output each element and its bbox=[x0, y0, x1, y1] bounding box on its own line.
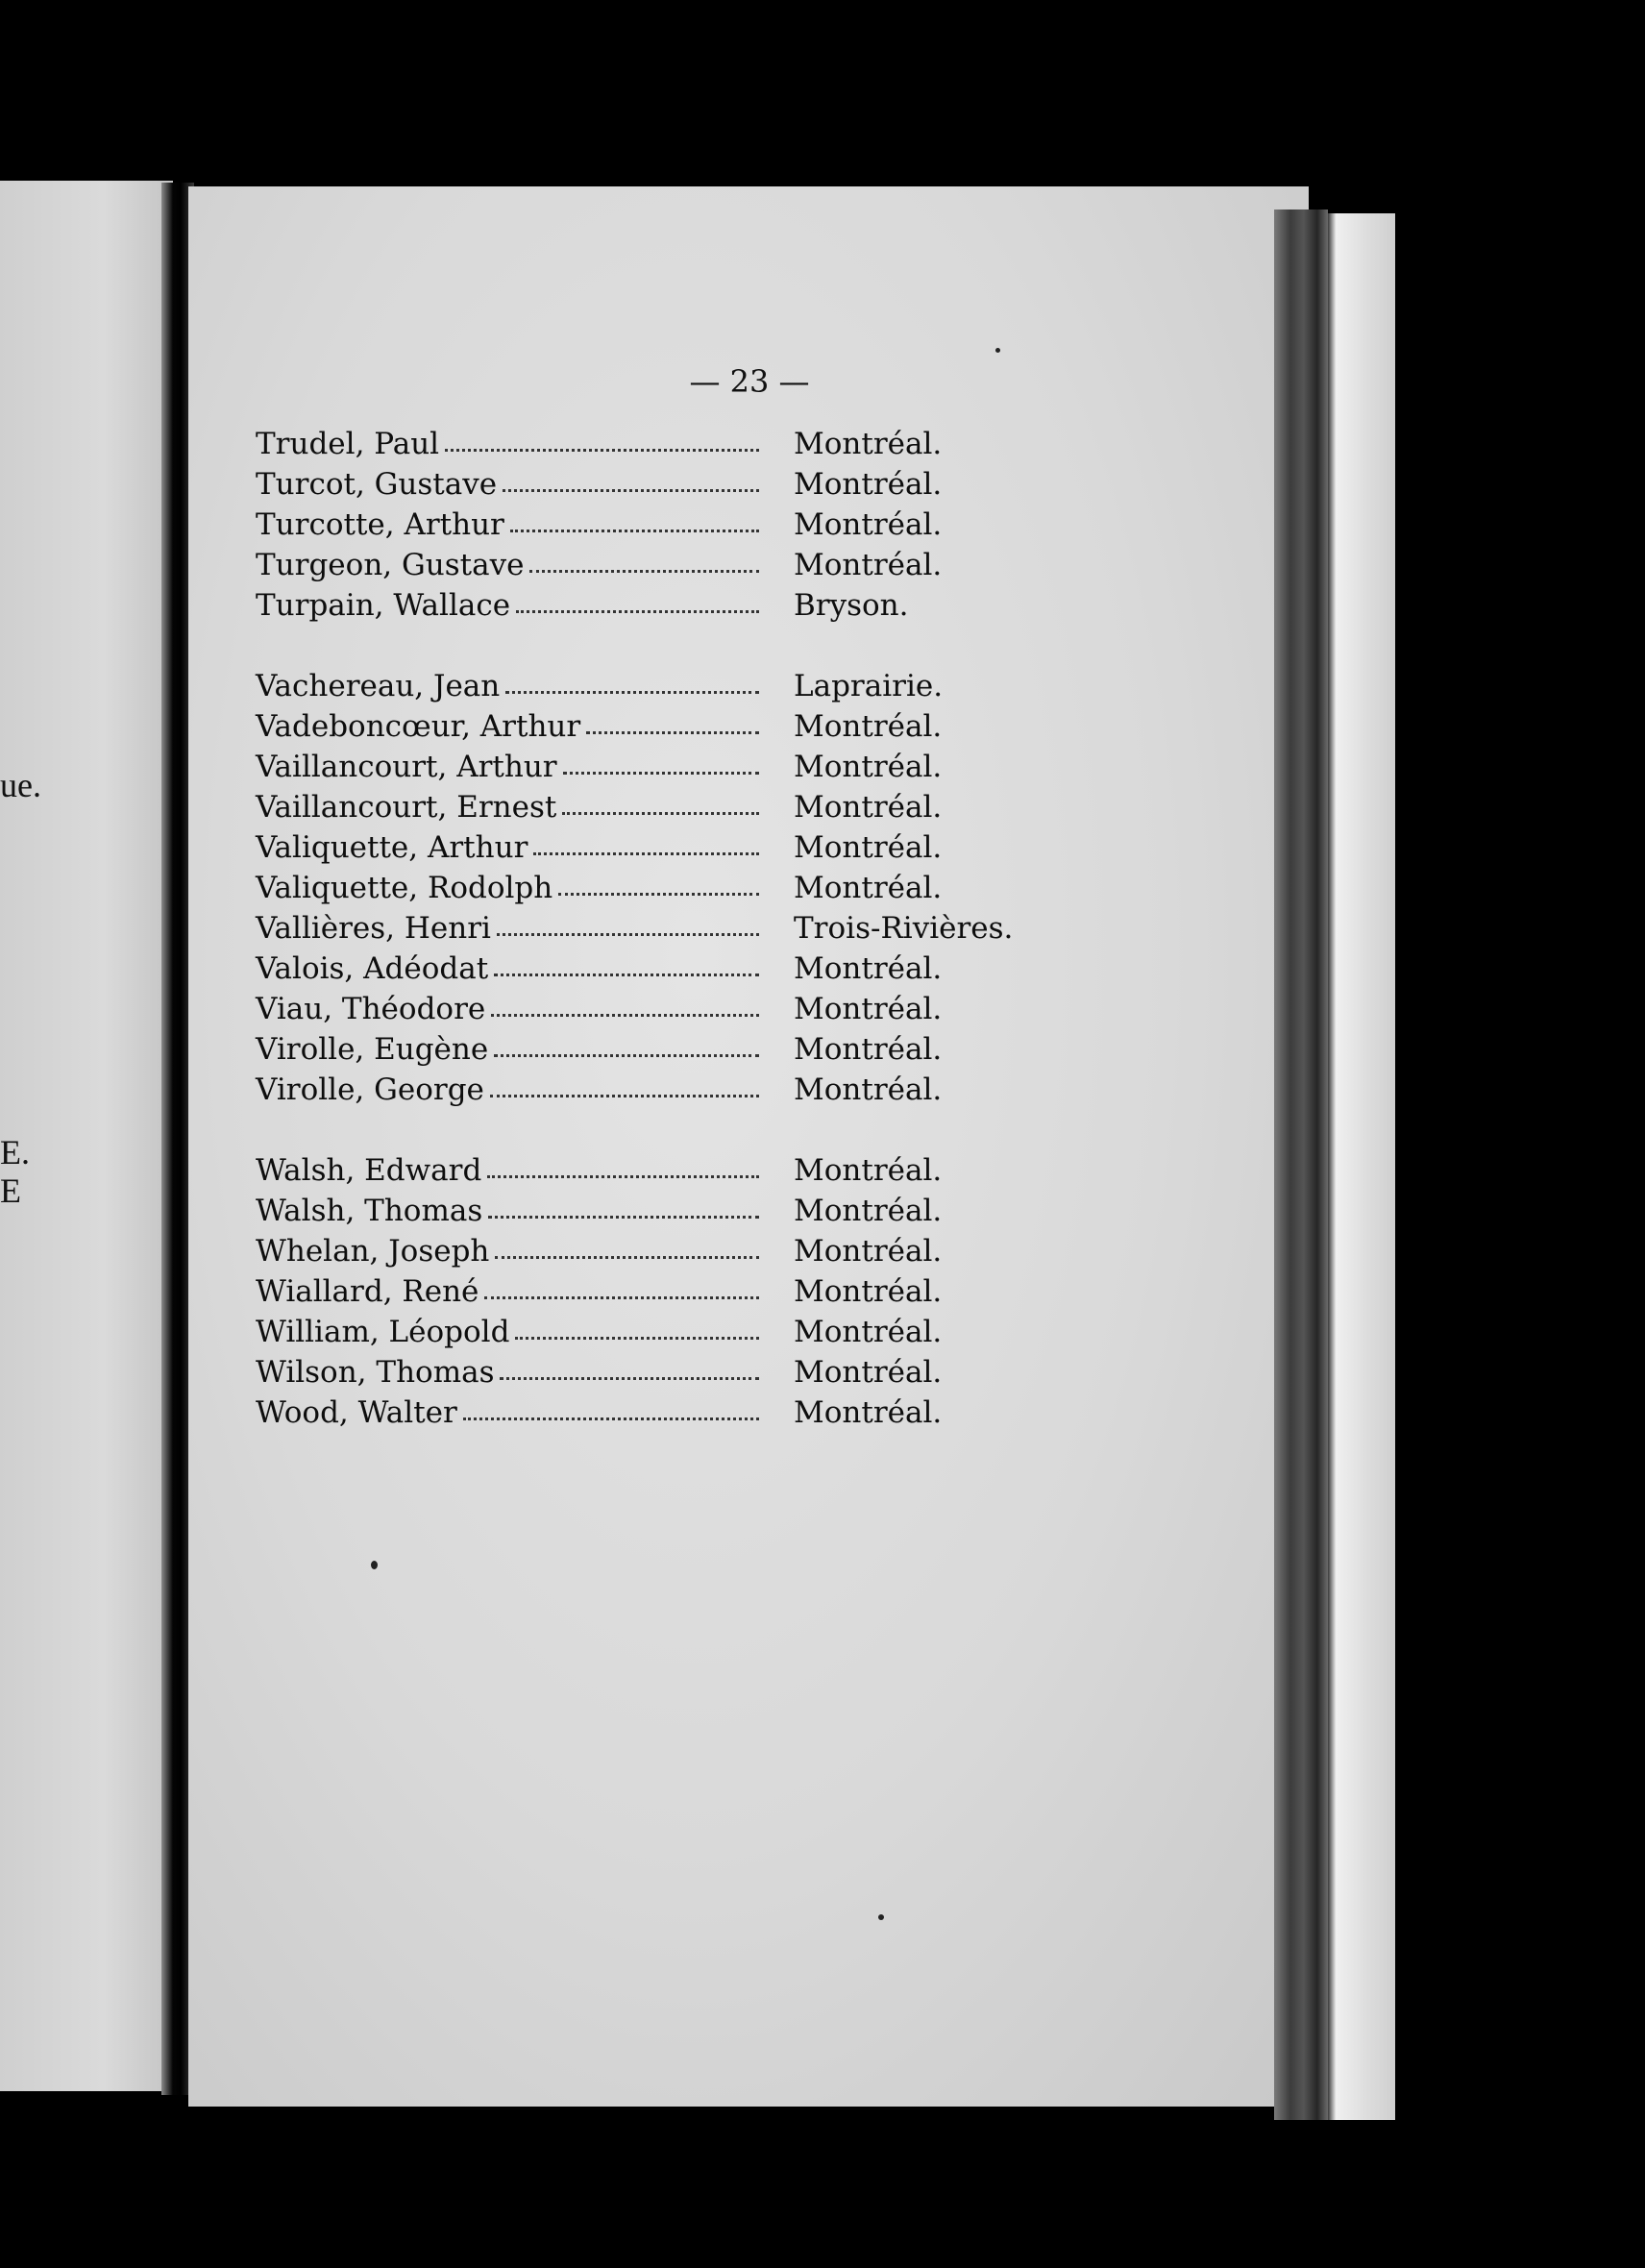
entry-name: Vaillancourt, Ernest bbox=[256, 790, 557, 825]
entry-name: Valiquette, Rodolph bbox=[256, 871, 553, 905]
entry-name: Vachereau, Jean bbox=[256, 669, 501, 703]
list-entry bbox=[256, 507, 1024, 548]
dot-leader bbox=[586, 724, 759, 734]
dot-leader bbox=[510, 522, 759, 532]
entry-name: Valiquette, Arthur bbox=[256, 830, 528, 865]
entry-place: Bryson. bbox=[794, 588, 909, 623]
dot-leader bbox=[491, 1006, 759, 1017]
list-entry bbox=[256, 951, 1024, 992]
list-entry bbox=[256, 992, 1024, 1032]
dot-leader bbox=[516, 603, 759, 613]
page-edges bbox=[1274, 210, 1328, 2120]
dot-leader bbox=[495, 1248, 759, 1259]
list-entry bbox=[256, 427, 1024, 467]
list-entry bbox=[256, 1194, 1024, 1234]
list-entry bbox=[256, 1072, 1024, 1113]
name-list bbox=[256, 427, 1024, 1476]
list-entry bbox=[256, 1395, 1024, 1436]
entry-place: Montréal. bbox=[794, 467, 943, 502]
list-entry bbox=[256, 871, 1024, 911]
dot-leader bbox=[488, 1208, 759, 1219]
entry-name: Turcotte, Arthur bbox=[256, 507, 504, 542]
entry-place: Trois-Rivières. bbox=[794, 911, 1014, 946]
dot-leader bbox=[533, 845, 759, 855]
list-entry bbox=[256, 1032, 1024, 1072]
entry-place: Montréal. bbox=[794, 1395, 943, 1430]
list-entry bbox=[256, 1274, 1024, 1315]
entry-place: Laprairie. bbox=[794, 669, 944, 703]
left-facing-page bbox=[0, 181, 173, 2091]
entry-place: Montréal. bbox=[794, 750, 943, 784]
entry-place: Montréal. bbox=[794, 1153, 943, 1188]
entry-name: Vaillancourt, Arthur bbox=[256, 750, 557, 784]
entry-name: Viau, Théodore bbox=[256, 992, 486, 1026]
list-entry bbox=[256, 1315, 1024, 1355]
dot-leader bbox=[529, 562, 759, 573]
list-entry bbox=[256, 750, 1024, 790]
entry-name: Wilson, Thomas bbox=[256, 1355, 495, 1390]
entry-group bbox=[256, 669, 1024, 1113]
dot-leader bbox=[558, 885, 759, 896]
list-entry bbox=[256, 709, 1024, 750]
page-number: — 23 — bbox=[689, 363, 810, 400]
entry-place: Montréal. bbox=[794, 992, 943, 1026]
entry-name: Turpain, Wallace bbox=[256, 588, 511, 623]
list-entry bbox=[256, 1355, 1024, 1395]
list-entry bbox=[256, 467, 1024, 507]
dot-leader bbox=[562, 804, 759, 815]
dot-leader bbox=[463, 1410, 759, 1420]
left-page-fragment: E. bbox=[0, 1133, 30, 1171]
left-page-fragment: ue. bbox=[0, 766, 41, 804]
entry-place: Montréal. bbox=[794, 1355, 943, 1390]
entry-name: Walsh, Thomas bbox=[256, 1194, 483, 1228]
left-page-fragment: E bbox=[0, 1171, 21, 1210]
dot-leader bbox=[445, 441, 759, 452]
entry-group bbox=[256, 427, 1024, 629]
entry-name: Turcot, Gustave bbox=[256, 467, 498, 502]
entry-place: Montréal. bbox=[794, 1274, 943, 1309]
entry-name: Vallières, Henri bbox=[256, 911, 491, 946]
dot-leader bbox=[500, 1369, 759, 1380]
entry-name: Whelan, Joseph bbox=[256, 1234, 490, 1269]
entry-group bbox=[256, 1153, 1024, 1436]
dot-leader bbox=[503, 481, 759, 492]
entry-place: Montréal. bbox=[794, 548, 943, 582]
list-entry bbox=[256, 911, 1024, 951]
entry-place: Montréal. bbox=[794, 427, 943, 461]
dot-leader bbox=[497, 925, 759, 936]
entry-place: Montréal. bbox=[794, 709, 943, 744]
entry-place: Montréal. bbox=[794, 1194, 943, 1228]
dot-leader bbox=[484, 1289, 759, 1299]
dot-leader bbox=[505, 683, 759, 694]
entry-name: Valois, Adéodat bbox=[256, 951, 489, 986]
dot-leader bbox=[515, 1329, 759, 1340]
entry-name: Virolle, Eugène bbox=[256, 1032, 489, 1067]
list-entry bbox=[256, 830, 1024, 871]
entry-name: Wiallard, René bbox=[256, 1274, 479, 1309]
entry-place: Montréal. bbox=[794, 1072, 943, 1107]
page-edge-highlight bbox=[1328, 213, 1395, 2120]
entry-name: William, Léopold bbox=[256, 1315, 510, 1349]
list-entry bbox=[256, 790, 1024, 830]
entry-name: Virolle, George bbox=[256, 1072, 484, 1107]
dot-leader bbox=[494, 966, 759, 976]
entry-name: Walsh, Edward bbox=[256, 1153, 482, 1188]
entry-place: Montréal. bbox=[794, 507, 943, 542]
entry-place: Montréal. bbox=[794, 790, 943, 825]
entry-place: Montréal. bbox=[794, 951, 943, 986]
entry-place: Montréal. bbox=[794, 871, 943, 905]
entry-place: Montréal. bbox=[794, 1234, 943, 1269]
dot-leader bbox=[490, 1087, 759, 1097]
list-entry bbox=[256, 588, 1024, 629]
entry-place: Montréal. bbox=[794, 1032, 943, 1067]
dot-leader bbox=[487, 1168, 759, 1178]
entry-name: Vadeboncœur, Arthur bbox=[256, 709, 581, 744]
dot-leader bbox=[494, 1047, 759, 1057]
entry-place: Montréal. bbox=[794, 830, 943, 865]
list-entry bbox=[256, 548, 1024, 588]
entry-name: Wood, Walter bbox=[256, 1395, 457, 1430]
dot-leader bbox=[563, 764, 759, 775]
entry-name: Turgeon, Gustave bbox=[256, 548, 525, 582]
entry-place: Montréal. bbox=[794, 1315, 943, 1349]
entry-name: Trudel, Paul bbox=[256, 427, 440, 461]
list-entry bbox=[256, 669, 1024, 709]
list-entry bbox=[256, 1234, 1024, 1274]
list-entry bbox=[256, 1153, 1024, 1194]
